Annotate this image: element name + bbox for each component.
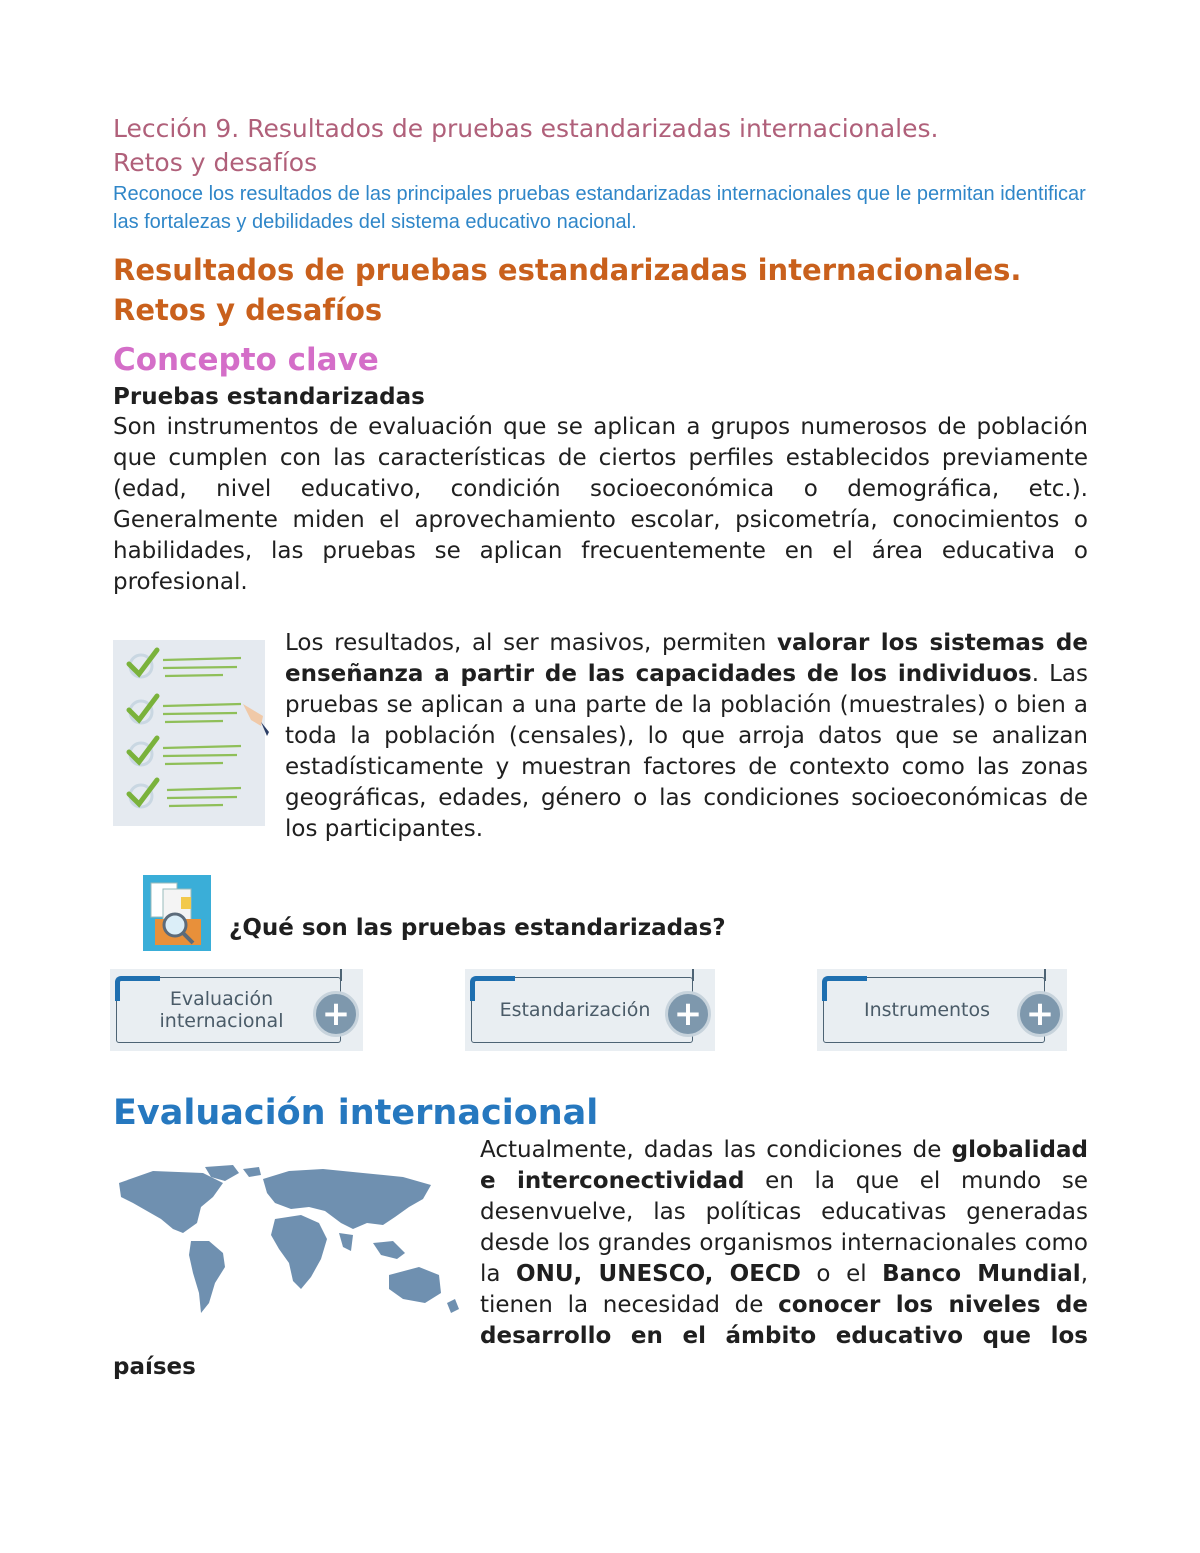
results-bold: valorar los sistemas de enseñanza a partir de las capacidades de los individuos [285,630,1088,687]
concept-term: Pruebas estandarizadas [113,384,425,410]
plus-icon: + [665,991,711,1037]
question-row [143,875,1088,951]
eval-text-2: en la que el mundo se desenvuelve, las políticas educativas generadas desde los grandes organismos internacionales como la [480,1168,1089,1287]
estandarizacion-button[interactable] [465,969,715,1051]
checklist-illustration [113,636,273,826]
lesson-objective: Reconoce los resultados de las principales pruebas estandarizadas internacionales que le permitan identificar las fortalezas y debilidades del sistema educativo nacional. [113,183,1086,233]
results-section [113,628,1088,845]
lesson-title [113,112,1088,180]
question-text: ¿Qué son las pruebas estandarizadas? [229,915,726,941]
results-rest: . Las pruebas se aplican a una parte de la población (muestrales) o bien a toda la población (censales), lo que arroja datos que se analizan estadísticamente y muestran factores de contexto como las zonas geográficas, edades, género o las condiciones socioeconómicas de los participantes. [285,661,1088,842]
concept-definition: Son instrumentos de evaluación que se aplican a grupos numerosos de población que cumplen con las características de ciertos perfiles establecidos previamente (edad, nivel educativo, condición socioeconómica o demográfica, etc.). Generalmente miden el aprovechamiento escolar, psicometría, conocimientos o habilidades, las pruebas se aplican frecuentemente en el área educativa o profesional. [113,414,1088,595]
results-paragraph [113,628,1088,845]
results-intro: Los resultados, al ser masivos, permiten [285,630,777,656]
world-map-illustration [113,1163,468,1333]
lesson-title-line1: Lección 9. Resultados de pruebas estandarizadas internacionales. [113,114,939,143]
lesson-title-line2: Retos y desafíos [113,148,318,177]
topic-buttons [113,969,1088,1069]
eval-text-3: o el [800,1261,883,1287]
button-label: Estandarización [499,999,651,1021]
main-title: Resultados de pruebas estandarizadas internacionales. Retos y desafíos [113,253,1022,327]
document-search-icon [143,875,211,951]
evaluation-paragraph [113,1135,1088,1383]
eval-bold-3: Banco Mundial [882,1261,1081,1287]
button-label: Instrumentos [863,999,991,1021]
eval-text-1: Actualmente, dadas las condiciones de [480,1137,952,1163]
evaluacion-internacional-button[interactable] [110,969,363,1051]
eval-bold-2: ONU, UNESCO, OECD [516,1261,801,1287]
concept-heading: Concepto clave [113,342,379,378]
eval-text-4: , tienen la necesidad de [480,1261,1088,1318]
eval-bold-1: globalidad e interconectividad [480,1137,1088,1194]
button-label: Evaluación internacional [159,988,284,1032]
plus-icon: + [1017,991,1063,1037]
eval-bold-4: conocer los niveles de desarrollo en el ámbito educativo que los países [113,1292,1088,1380]
evaluation-heading: Evaluación internacional [113,1093,599,1133]
page [113,112,1088,1383]
plus-icon: + [313,991,359,1037]
instrumentos-button[interactable] [817,969,1067,1051]
